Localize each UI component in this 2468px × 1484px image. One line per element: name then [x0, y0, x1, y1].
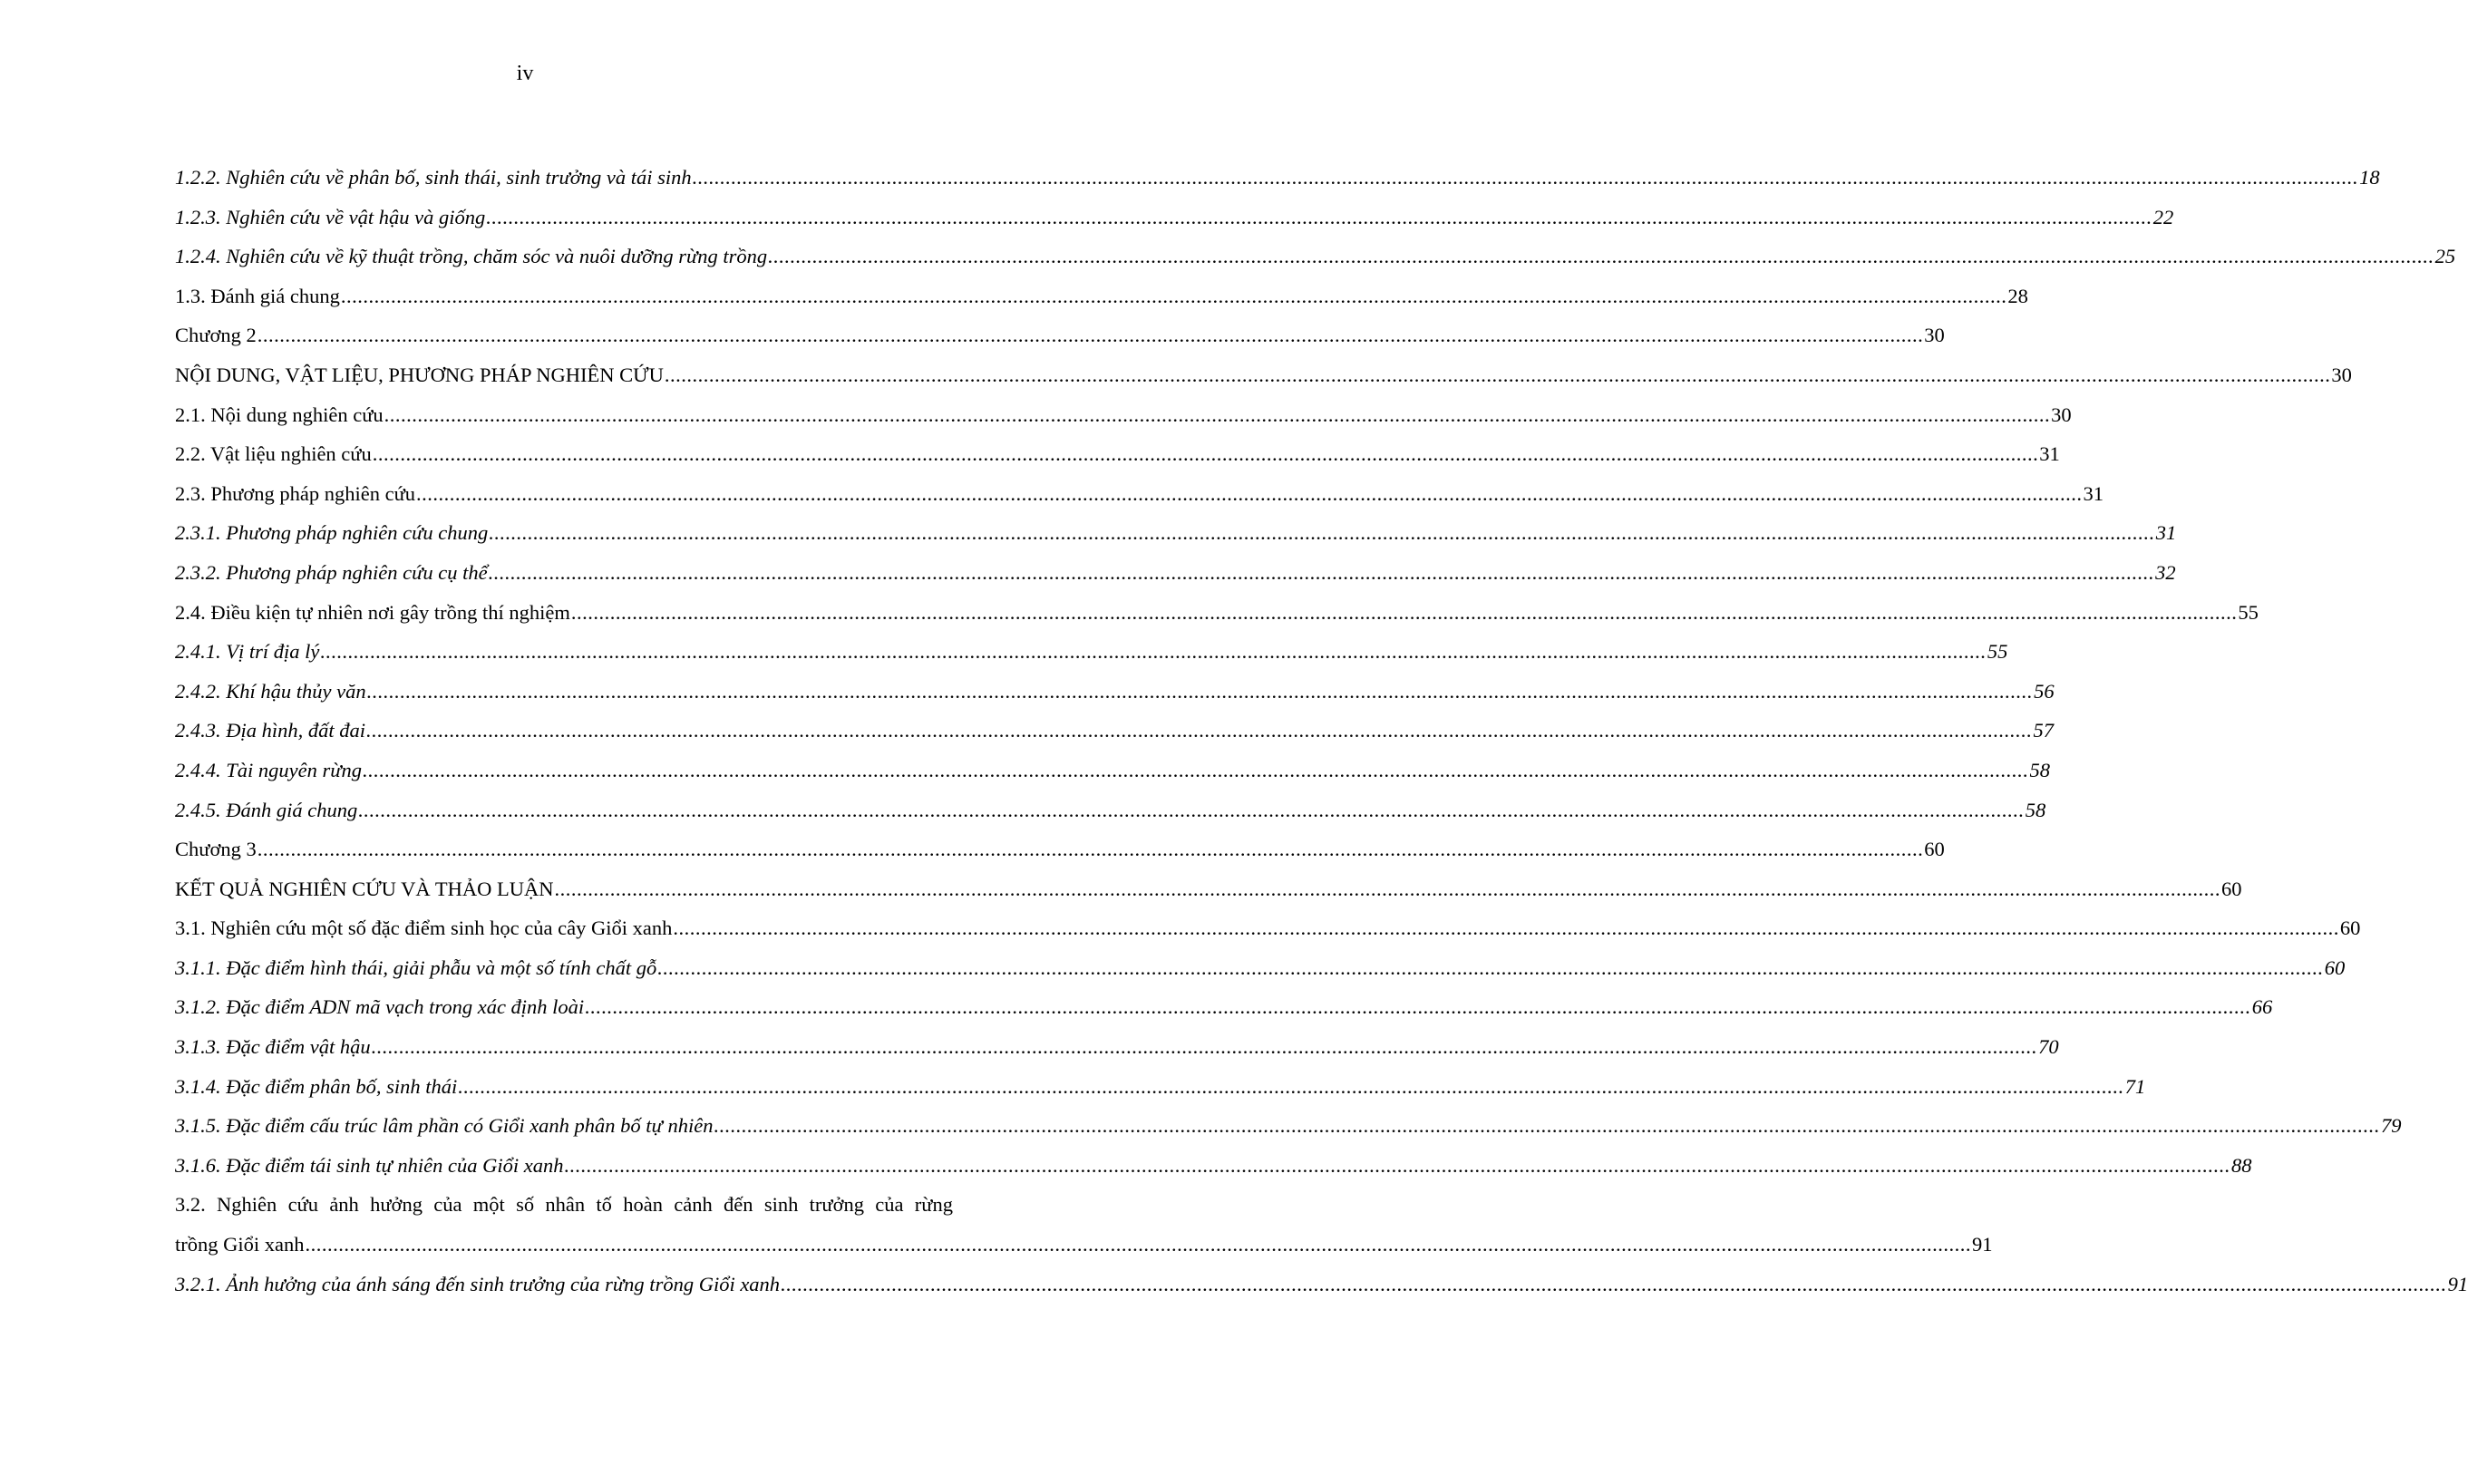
toc-entry	[175, 560, 2176, 601]
toc-entry-label: 3.1. Nghiên cứu một số đặc điểm sinh học của cây Giổi xanh	[175, 917, 673, 940]
toc-entry-label: 3.1.2. Đặc điểm ADN mã vạch trong xác định loài	[175, 995, 585, 1019]
toc-entry-label: 2.4.5. Đánh giá chung	[175, 798, 358, 821]
toc-leader-dots: ............................................................................................................................................................................................................................................................................................................	[692, 166, 2359, 189]
toc-entry-label: 1.3. Đánh giá chung	[175, 284, 340, 307]
toc-leader-dots: ............................................................................................................................................................................................................................................................................................................	[384, 403, 2051, 426]
toc-entry-page: 55	[1987, 640, 2008, 664]
toc-entry-page: 30	[2051, 403, 2072, 426]
toc-entry-page: 32	[2155, 560, 2176, 584]
page-number: iv	[516, 62, 534, 85]
toc-entry-page: 55	[2238, 600, 2259, 624]
toc-entry-label: 3.1.6. Đặc điểm tái sinh tự nhiên của Giổi xanh	[175, 1153, 564, 1177]
toc-entry	[175, 442, 2060, 482]
toc-entry-page: 31	[2155, 521, 2177, 545]
toc-entry-page: 58	[2029, 758, 2051, 781]
toc-entry-label: NỘI DUNG, VẬT LIỆU, PHƯƠNG PHÁP NGHIÊN CỨU	[175, 363, 664, 386]
toc-entry	[175, 403, 2072, 443]
toc-entry	[175, 758, 2051, 799]
toc-entry-label: 3.2.1. Ảnh hưởng của ánh sáng đến sinh trưởng của rừng trồng Giổi xanh	[175, 1272, 781, 1295]
toc-entry	[175, 1114, 2402, 1154]
toc-entry	[175, 719, 2055, 759]
table-of-contents	[175, 166, 2468, 1312]
toc-leader-dots: ............................................................................................................................................................................................................................................................................................................	[488, 560, 2155, 584]
toc-entry-label: Chương 2	[175, 324, 257, 347]
toc-entry	[175, 324, 1945, 364]
toc-entry-label: KẾT QUẢ NGHIÊN CỨU VÀ THẢO LUẬN	[175, 877, 554, 900]
toc-entry-label: 3.1.3. Đặc điểm vật hậu	[175, 1035, 371, 1059]
toc-entry-last	[175, 1272, 2468, 1313]
toc-leader-dots: ............................................................................................................................................................................................................................................................................................................	[673, 917, 2339, 940]
toc-entry	[175, 600, 2259, 641]
toc-leader-dots: ............................................................................................................................................................................................................................................................................................................	[486, 205, 2152, 228]
toc-leader-dots: ............................................................................................................................................................................................................................................................................................................	[768, 245, 2434, 268]
toc-entry-list	[175, 166, 2456, 1193]
toc-leader-dots: ............................................................................................................................................................................................................................................................................................................	[554, 877, 2220, 900]
toc-entry-page: 30	[2331, 363, 2352, 386]
toc-entry-label: 3.1.1. Đặc điểm hình thái, giải phẫu và một số tính chất gỗ	[175, 955, 657, 979]
toc-entry-label: 3.1.5. Đặc điểm cấu trúc lâm phần có Giổi xanh phân bố tự nhiên	[175, 1114, 714, 1138]
toc-entry-label: 2.4.4. Tài nguyên rừng	[175, 758, 363, 781]
toc-entry	[175, 679, 2055, 720]
toc-entry-page: 60	[2220, 877, 2242, 900]
toc-leader-dots: ............................................................................................................................................................................................................................................................................................................	[358, 798, 2025, 821]
toc-entry-page: 22	[2152, 205, 2174, 228]
toc-entry-label: 2.3. Phương pháp nghiên cứu	[175, 481, 416, 505]
toc-entry-label: 2.4.3. Địa hình, đất đai	[175, 719, 366, 742]
toc-entry-wrapped-line2	[175, 1233, 1993, 1273]
toc-leader-dots: ............................................................................................................................................................................................................................................................................................................	[664, 363, 2331, 386]
toc-entry-label: Chương 3	[175, 838, 257, 861]
toc-entry-label: 3.2. Nghiên cứu ảnh hưởng của một số nhân tố hoàn cảnh đến sinh trưởng của rừng	[175, 1193, 953, 1217]
toc-entry-label: 2.4. Điều kiện tự nhiên nơi gây trồng thí nghiệm	[175, 600, 570, 624]
toc-entry	[175, 1035, 2059, 1075]
toc-leader-dots: ............................................................................................................................................................................................................................................................................................................	[458, 1074, 2124, 1098]
toc-entry-page: 30	[1924, 324, 1945, 347]
toc-entry	[175, 640, 2008, 680]
toc-leader-dots: ............................................................................................................................................................................................................................................................................................................	[363, 758, 2029, 781]
toc-leader-dots: ............................................................................................................................................................................................................................................................................................................	[340, 284, 2007, 307]
toc-entry	[175, 521, 2177, 561]
toc-entry	[175, 995, 2273, 1035]
toc-leader-dots: ............................................................................................................................................................................................................................................................................................................	[781, 1272, 2447, 1295]
toc-entry-page: 60	[2339, 917, 2361, 940]
toc-entry-page: 60	[2324, 955, 2346, 979]
toc-entry-label: 2.4.2. Khí hậu thủy văn	[175, 679, 366, 703]
toc-leader-dots: ............................................................................................................................................................................................................................................................................................................	[371, 1035, 2038, 1059]
toc-entry	[175, 1153, 2252, 1194]
toc-entry-label: 2.3.1. Phương pháp nghiên cứu chung	[175, 521, 489, 545]
toc-entry	[175, 838, 1945, 878]
toc-leader-dots: ............................................................................................................................................................................................................................................................................................................	[372, 442, 2039, 466]
toc-leader-dots: ............................................................................................................................................................................................................................................................................................................	[366, 679, 2034, 703]
toc-entry-label: 2.2. Vật liệu nghiên cứu	[175, 442, 372, 466]
toc-entry-page: 91	[2447, 1272, 2468, 1295]
toc-leader-dots: ............................................................................................................................................................................................................................................................................................................	[714, 1114, 2380, 1138]
toc-entry	[175, 481, 2104, 522]
toc-entry-wrapped-line1	[175, 1193, 953, 1233]
toc-entry-label: 2.1. Nội dung nghiên cứu	[175, 403, 384, 426]
toc-entry-page: 58	[2025, 798, 2046, 821]
toc-entry-page: 88	[2230, 1153, 2252, 1177]
toc-entry	[175, 363, 2352, 403]
toc-entry-label: trồng Giổi xanh	[175, 1233, 305, 1256]
toc-entry-page: 71	[2124, 1074, 2146, 1098]
toc-entry-page: 66	[2251, 995, 2273, 1019]
toc-entry	[175, 205, 2174, 246]
toc-entry-page: 28	[2007, 284, 2028, 307]
toc-entry-page: 56	[2034, 679, 2055, 703]
toc-entry	[175, 245, 2456, 285]
toc-entry-page: 18	[2359, 166, 2380, 189]
toc-leader-dots: ............................................................................................................................................................................................................................................................................................................	[366, 719, 2033, 742]
toc-leader-dots: ............................................................................................................................................................................................................................................................................................................	[416, 481, 2083, 505]
toc-entry	[175, 284, 2028, 325]
toc-leader-dots: ............................................................................................................................................................................................................................................................................................................	[585, 995, 2251, 1019]
toc-entry-label: 1.2.3. Nghiên cứu về vật hậu và giống	[175, 205, 486, 228]
toc-leader-dots: ............................................................................................................................................................................................................................................................................................................	[257, 324, 1924, 347]
toc-entry-label: 2.3.2. Phương pháp nghiên cứu cụ thể	[175, 560, 488, 584]
toc-entry	[175, 1074, 2146, 1115]
toc-leader-dots: ............................................................................................................................................................................................................................................................................................................	[320, 640, 1987, 664]
toc-entry-label: 2.4.1. Vị trí địa lý	[175, 640, 320, 664]
toc-entry-label: 1.2.4. Nghiên cứu về kỹ thuật trồng, chăm sóc và nuôi dưỡng rừng trồng	[175, 245, 768, 268]
toc-entry-page: 57	[2033, 719, 2055, 742]
toc-entry-page: 31	[2039, 442, 2060, 466]
toc-entry	[175, 798, 2046, 839]
toc-leader-dots: ............................................................................................................................................................................................................................................................................................................	[257, 838, 1924, 861]
toc-entry-page: 70	[2038, 1035, 2059, 1059]
toc-entry	[175, 166, 2380, 206]
toc-leader-dots: ............................................................................................................................................................................................................................................................................................................	[489, 521, 2155, 545]
toc-entry-page: 79	[2380, 1114, 2402, 1138]
toc-entry	[175, 955, 2346, 996]
toc-leader-dots: ............................................................................................................................................................................................................................................................................................................	[657, 955, 2324, 979]
toc-entry	[175, 917, 2361, 956]
toc-leader-dots: ............................................................................................................................................................................................................................................................................................................	[564, 1153, 2230, 1177]
toc-entry-label: 1.2.2. Nghiên cứu về phân bố, sinh thái, sinh trưởng và tái sinh	[175, 166, 692, 189]
toc-leader-dots: ............................................................................................................................................................................................................................................................................................................	[570, 600, 2238, 624]
toc-entry-page: 25	[2434, 245, 2456, 268]
toc-entry-page: 60	[1924, 838, 1945, 861]
toc-entry-page: 31	[2083, 481, 2104, 505]
toc-leader-dots: ............................................................................................................................................................................................................................................................................................................	[305, 1233, 1971, 1256]
toc-entry	[175, 877, 2242, 917]
toc-entry-page: 91	[1971, 1233, 1993, 1256]
toc-entry-label: 3.1.4. Đặc điểm phân bố, sinh thái	[175, 1074, 458, 1098]
